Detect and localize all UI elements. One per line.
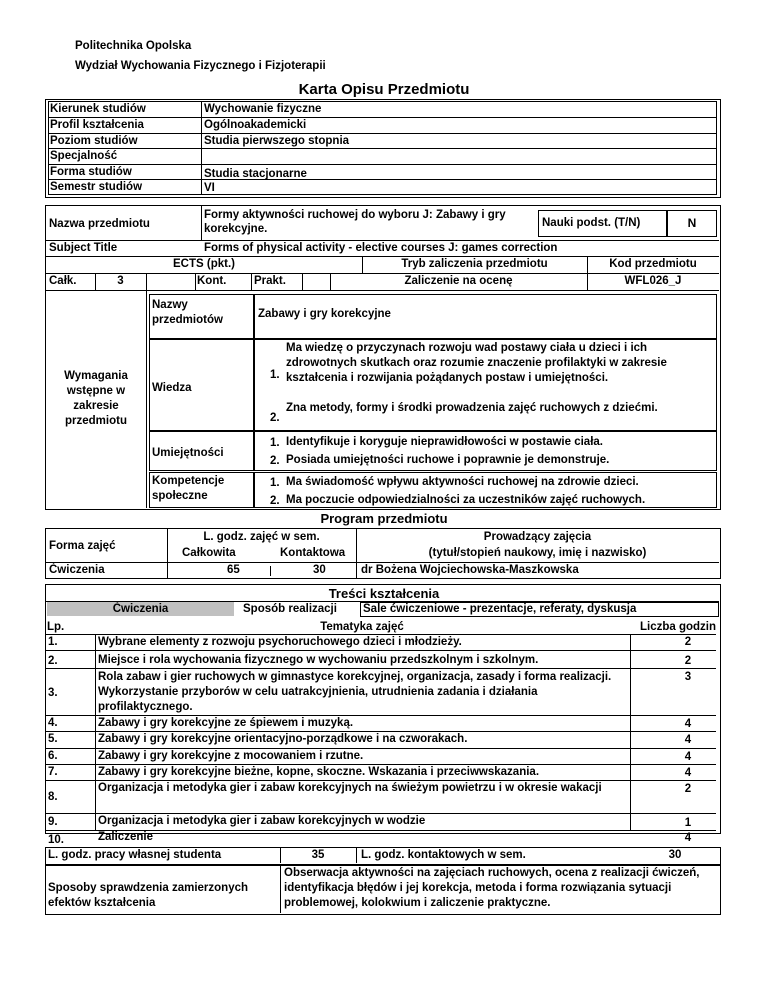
godz-label: L. godz. zajęć w sem.: [203, 531, 320, 543]
sposob-label: Sposób realizacji: [243, 603, 337, 615]
profil-label: Profil kształcenia: [50, 119, 144, 131]
cwiczenia-label: Ćwiczenia: [112, 603, 169, 615]
topic-10-hours: 4: [684, 832, 692, 844]
kierunek-label: Kierunek studiów: [50, 103, 146, 115]
tryb-header: Tryb zaliczenia przedmiotu: [401, 258, 548, 270]
topic-8-text: Organizacja i metodyka gier i zabaw korekcyjnych na świeżym powietrzu i w okresie wakacji: [98, 782, 602, 794]
content-title: Treści kształcenia: [328, 586, 440, 601]
komp-1-num: 1.: [270, 477, 280, 489]
wiedza-2-num: 2.: [270, 412, 280, 424]
ects-header: ECTS (pkt.): [173, 258, 235, 270]
topic-5-text: Zabawy i gry korekcyjne orientacyjno-porządkowe i na czworakach.: [98, 733, 468, 745]
topic-8-lp: 8.: [48, 791, 58, 803]
komp-2-text: Ma poczucie odpowiedzialności za uczestników zajęć ruchowych.: [286, 494, 646, 506]
topic-7-hours: 4: [684, 767, 692, 779]
umiej-2-text: Posiada umiejętności ruchowe i poprawnie je demonstruje.: [286, 454, 610, 466]
kontaktowa-label: Kontaktowa: [280, 547, 346, 559]
calk-label: Całk.: [49, 275, 77, 287]
forma-studiow-label: Forma studiów: [50, 166, 132, 178]
topic-7-lp: 7.: [48, 766, 58, 778]
topic-6-lp: 6.: [48, 750, 58, 762]
forma-zajec-label: Forma zajęć: [49, 540, 116, 552]
prakt-label: Prakt.: [254, 275, 286, 287]
poziom-label: Poziom studiów: [50, 135, 138, 147]
calk-value: 3: [117, 275, 124, 287]
topic-1-hours: 2: [684, 636, 692, 648]
praca-wlasna-value: 35: [311, 849, 325, 861]
lp-header: Lp.: [47, 621, 65, 633]
komp-1-text: Ma świadomość wpływu aktywności ruchowej na zdrowie dzieci.: [286, 476, 639, 488]
forma-studiow-value: Studia stacjonarne: [204, 168, 307, 180]
praca-wlasna-label: L. godz. pracy własnej studenta: [48, 849, 222, 861]
umiej-label: Umiejętności: [152, 447, 224, 459]
sposoby-label: Sposoby sprawdzenia zamierzonych efektów kształcenia: [48, 882, 249, 909]
row-forma: Ćwiczenia: [49, 564, 105, 576]
university-name: Politechnika Opolska: [75, 40, 192, 52]
sposoby-value: Obserwacja aktywności na zajęciach ruchowych, ocena z realizacji ćwiczeń, identyfikacja błędów i jej korekcja, metoda i forma rozwiązania sytuacji problemowej, kolokwium i zaliczenie praktyczne.: [284, 867, 700, 909]
topic-6-hours: 4: [684, 751, 692, 763]
semestr-value: VI: [204, 182, 215, 194]
kod-header: Kod przedmiotu: [609, 258, 697, 270]
wiedza-2-text: Zna metody, formy i środki prowadzenia zajęć ruchowych z dziećmi.: [286, 402, 658, 414]
liczba-header: Liczba godzin: [639, 621, 716, 633]
komp-label: Kompetencje społeczne: [152, 475, 225, 502]
topic-8-hours: 2: [684, 783, 692, 795]
nauki-value: N: [687, 216, 697, 230]
nazwy-value: Zabawy i gry korekcyjne: [258, 308, 391, 320]
row-calkowita: 65: [227, 564, 240, 576]
tryb-value: Zaliczenie na ocenę: [404, 275, 513, 287]
topic-6-text: Zabawy i gry korekcyjne z mocowaniem i rzutne.: [98, 750, 364, 762]
topic-9-hours: 1: [684, 817, 692, 829]
topic-9-lp: 9.: [48, 816, 58, 828]
subject-title-value: Forms of physical activity - elective courses J: games correction: [204, 242, 558, 254]
topic-9-text: Organizacja i metodyka gier i zabaw korekcyjnych w wodzie: [98, 815, 426, 827]
kierunek-value: Wychowanie fizyczne: [204, 103, 322, 115]
profil-value: Ogólnoakademicki: [204, 119, 307, 131]
poziom-value: Studia pierwszego stopnia: [204, 135, 350, 147]
calkowita-label: Całkowita: [182, 547, 236, 559]
topic-4-hours: 4: [684, 718, 692, 730]
kod-value: WFL026_J: [624, 275, 682, 287]
nazwy-label: Nazwy przedmiotów: [152, 299, 223, 326]
wiedza-1-text: Ma wiedzę o przyczynach rozwoju wad postawy ciała u dzieci i ich zdrowotnych skutkach oraz rozumie znaczenie profilaktyki w zakresie kształcenia i rozwijania pożądanych postaw i umiejętności.: [286, 342, 667, 384]
topic-2-text: Miejsce i rola wychowania fizycznego w wychowaniu przedszkolnym i szkolnym.: [98, 654, 539, 666]
faculty-name: Wydział Wychowania Fizycznego i Fizjoterapii: [75, 60, 326, 72]
document-title: Karta Opisu Przedmiotu: [298, 81, 470, 98]
topic-5-lp: 5.: [48, 733, 58, 745]
umiej-1-num: 1.: [270, 437, 280, 449]
topic-2-lp: 2.: [48, 655, 58, 667]
sposob-value: Sale ćwiczeniowe - prezentacje, referaty, dyskusja: [363, 603, 637, 615]
kontaktowe-value: 30: [668, 849, 682, 861]
kontaktowe-label: L. godz. kontaktowych w sem.: [361, 849, 526, 861]
row-prowadzacy: dr Bożena Wojciechowska-Maszkowska: [361, 564, 579, 576]
topic-3-lp: 3.: [48, 687, 58, 699]
prowadzacy-sublabel: (tytuł/stopień naukowy, imię i nazwisko): [428, 547, 647, 559]
nauki-label: Nauki podst. (T/N): [542, 217, 641, 229]
topic-2-hours: 2: [684, 655, 692, 667]
wiedza-label: Wiedza: [152, 382, 192, 394]
subject-name-label: Nazwa przedmiotu: [49, 218, 150, 230]
subject-title-label: Subject Title: [49, 242, 118, 254]
wiedza-1-num: 1.: [270, 369, 280, 381]
topic-10-text: Zaliczenie: [98, 831, 153, 843]
umiej-1-text: Identyfikuje i koryguje nieprawidłowości w postawie ciała.: [286, 436, 603, 448]
tematyka-header: Tematyka zajęć: [320, 621, 404, 633]
topic-10-lp: 10.: [48, 834, 64, 846]
topic-1-lp: 1.: [48, 636, 58, 648]
topic-3-text: Rola zabaw i gier ruchowych w gimnastyce korekcyjnej, organizacja, zasady i forma realizacji. Wykorzystanie przyborów w celu uatrakcyjnienia, utrudnienia zadania i działania profilaktycznego.: [98, 671, 612, 713]
row-kontaktowa: 30: [313, 564, 326, 576]
semestr-label: Semestr studiów: [50, 181, 143, 193]
program-title: Program przedmiotu: [320, 511, 448, 526]
topic-3-hours: 3: [684, 671, 692, 683]
topic-7-text: Zabawy i gry korekcyjne bieżne, kopne, skoczne. Wskazania i przeciwwskazania.: [98, 766, 540, 778]
topic-1-text: Wybrane elementy z rozwoju psychoruchowego dzieci i młodzieży.: [98, 636, 462, 648]
wymagania-label: Wymagania wstępne w zakresie przedmiotu: [64, 370, 128, 427]
topic-4-text: Zabawy i gry korekcyjne ze śpiewem i muzyką.: [98, 717, 354, 729]
komp-2-num: 2.: [270, 495, 280, 507]
specjalnosc-label: Specjalność: [50, 150, 118, 162]
umiej-2-num: 2.: [270, 455, 280, 467]
kont-label: Kont.: [197, 275, 227, 287]
prowadzacy-label: Prowadzący zajęcia: [483, 531, 592, 543]
topic-4-lp: 4.: [48, 717, 58, 729]
topic-5-hours: 4: [684, 734, 692, 746]
subject-name-value: Formy aktywności ruchowej do wyboru J: Zabawy i gry korekcyjne.: [204, 209, 506, 235]
